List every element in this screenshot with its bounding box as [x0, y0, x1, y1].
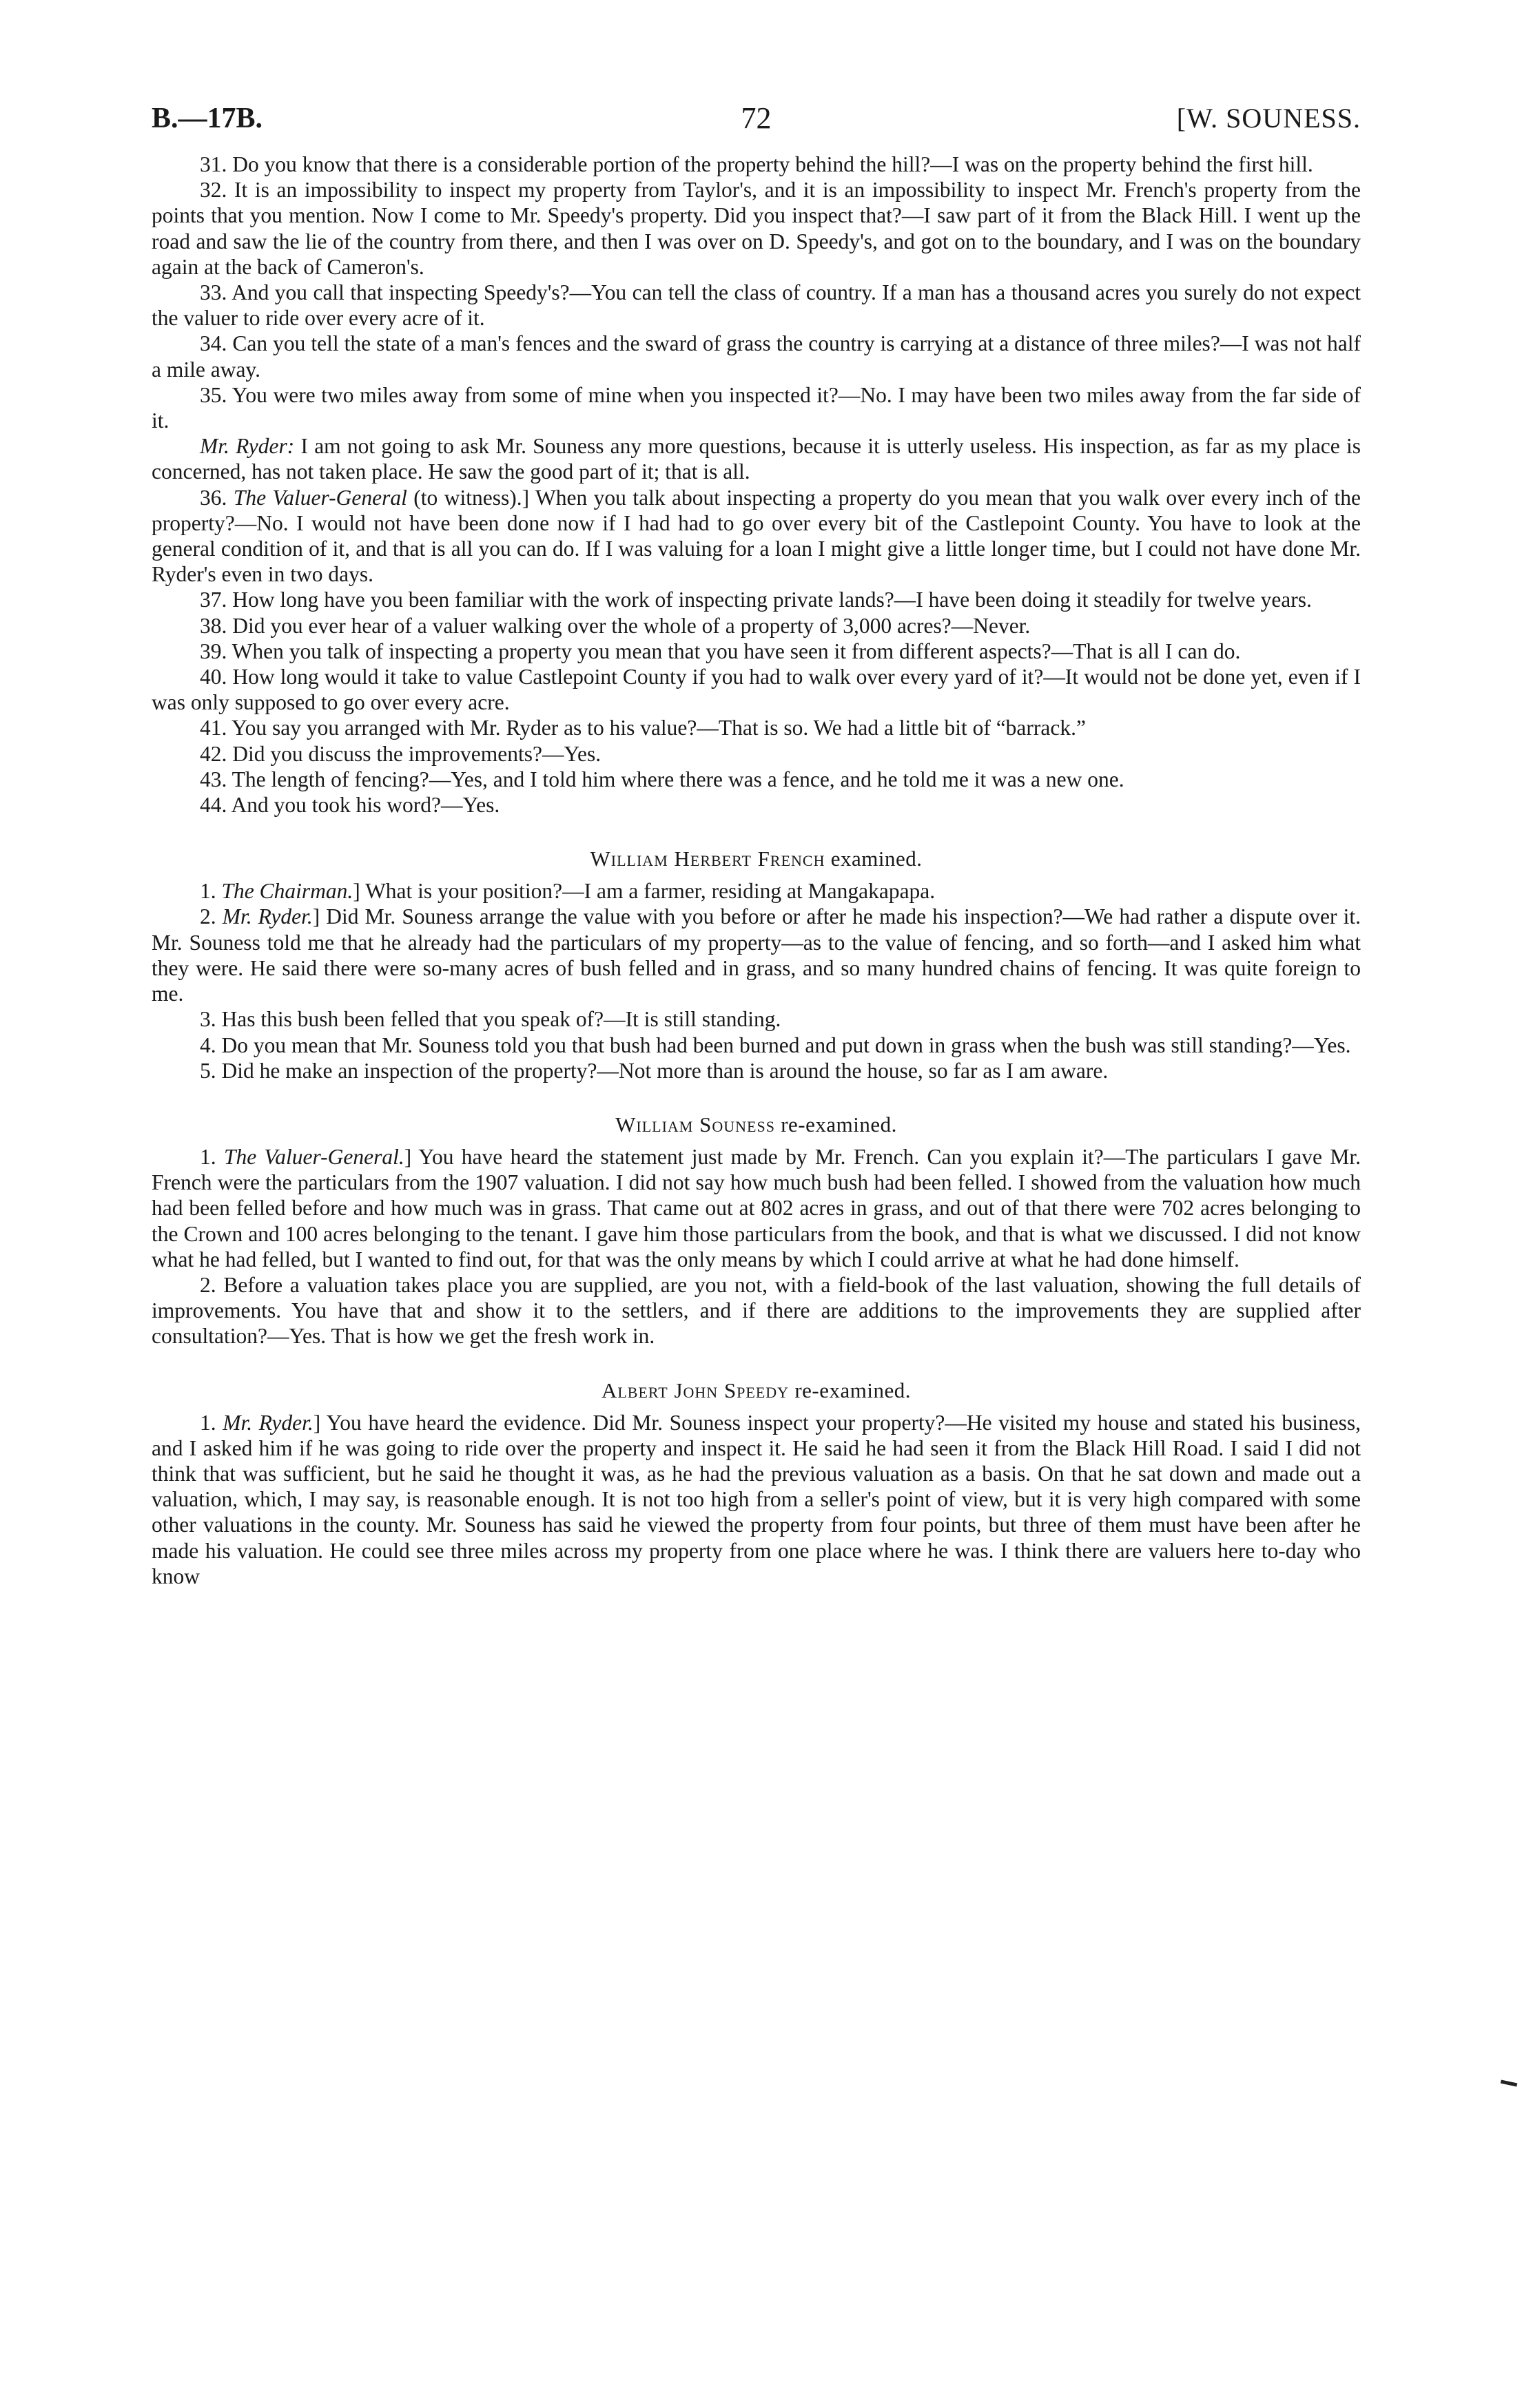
- evidence-paragraph: 42. Did you discuss the improvements?—Yes.: [200, 741, 601, 766]
- document-page: [152, 96, 1361, 1589]
- witness-name: William Herbert French: [590, 847, 825, 871]
- evidence-paragraph: 32. It is an impossibility to inspect my property from Taylor's, and it is an impossibility to inspect Mr. French's property from the points that you mention. Now I come to Mr. Speedy's property. Did you inspect that?—I saw part of it from the Black Hill. I went up the road and saw the lie of the country from there, and then I was over on D. Speedy's, and got on to the boundary, and I was on the boundary again at the back of Cameron's.: [152, 178, 1361, 279]
- report-reference: B.—17B.: [152, 103, 263, 134]
- evidence-paragraph: 3. Has this bush been felled that you speak of?—It is still standing.: [200, 1007, 781, 1032]
- evidence-paragraph: 1. The Valuer-General.] You have heard the statement just made by Mr. French. Can you explain it?—The particulars I gave Mr. French were the particulars from the 1907 valuation. I did not say how much bush had been felled. I showed from the valuation how much had been felled before and how much was in grass. That came out at 802 acres in grass, and out of that there were 702 acres belonging to the Crown and 100 acres belonging to the tenant. I gave him those particulars from the book, and that is what we discussed. I did not know what he had felled, but I wanted to find out, for that was the only means by which I could arrive at what he had done himself.: [152, 1144, 1361, 1272]
- evidence-paragraph: 39. When you talk of inspecting a property you mean that you have seen it from different aspects?—That is all I can do.: [200, 639, 1241, 663]
- witness-name: William Souness: [615, 1112, 775, 1136]
- evidence-paragraph: 31. Do you know that there is a considerable portion of the property behind the hill?—I was on the property behind the first hill.: [200, 152, 1313, 176]
- evidence-paragraph: 37. How long have you been familiar with the work of inspecting private lands?—I have been doing it steadily for twelve years.: [200, 588, 1312, 612]
- margin-mark: [1501, 2080, 1518, 2087]
- evidence-paragraph: 41. You say you arranged with Mr. Ryder as to his value?—That is so. We had a little bit of “barrack.”: [200, 716, 1086, 740]
- evidence-paragraph: 44. And you took his word?—Yes.: [200, 793, 500, 818]
- evidence-paragraph: 5. Did he make an inspection of the property?—Not more than is around the house, so far as I am aware.: [200, 1058, 1109, 1083]
- section-heading-souness: William Souness re-examined.: [615, 1112, 897, 1136]
- evidence-paragraph: 1. The Chairman.] What is your position?—I am a farmer, residing at Mangakapapa.: [200, 879, 936, 904]
- evidence-paragraph: 2. Before a valuation takes place you are supplied, are you not, with a field-book of the last valuation, showing the full details of improvements. You have that and show it to the settlers, and if there are additions to the improvements they are supplied after consultation?—Yes. That is how we get the fresh work in.: [152, 1272, 1361, 1349]
- evidence-paragraph: 36. The Valuer-General (to witness).] When you talk about inspecting a property do you mean that you walk over every inch of the property?—No. I would not have been done now if I had had to go over every bit of the Castlepoint County. You have to look at the general condition of it, and that is all you can do. If I was valuing for a loan I might give a little longer time, but I could not have done Mr. Ryder's even in two days.: [152, 485, 1361, 587]
- section-heading-speedy: Albert John Speedy re-examined.: [601, 1378, 911, 1402]
- evidence-paragraph: 38. Did you ever hear of a valuer walking over the whole of a property of 3,000 acres?—Never.: [200, 613, 1031, 638]
- evidence-paragraph: 33. And you call that inspecting Speedy's?—You can tell the class of country. If a man has a thousand acres you surely do not expect the valuer to ride over every acre of it.: [152, 280, 1361, 331]
- page-header: [152, 96, 1361, 152]
- french-examination: [152, 878, 1361, 1083]
- evidence-paragraph: 2. Mr. Ryder.] Did Mr. Souness arrange the value with you before or after he made his inspection?—We had rather a dispute over it. Mr. Souness told me that he already had the particulars of my property—as to the value of fencing, and so forth—and I asked him what they were. He said there were so-many acres of bush felled and in grass, and so many hundred chains of fencing. It was quite foreign to me.: [152, 904, 1361, 1006]
- evidence-paragraph: Mr. Ryder: I am not going to ask Mr. Souness any more questions, because it is utterly useless. His inspection, as far as my place is concerned, has not taken place. He saw the good part of it; that is all.: [152, 434, 1361, 484]
- page-number: 72: [741, 101, 772, 135]
- speedy-re-examination: [152, 1410, 1361, 1589]
- evidence-paragraph: 1. Mr. Ryder.] You have heard the evidence. Did Mr. Souness inspect your property?—He visited my house and stated his business, and I asked him if he was going to ride over the property and inspect it. He said he had seen it from the Black Hill Road. I said I did not think that was sufficient, but he said he thought it was, as he had the previous valuation as a basis. On that he sat down and made out a valuation, which, I may say, is reasonable enough. It is not too high from a seller's point of view, but it is very high compared with some other valuations in the county. Mr. Souness has said he viewed the property from four points, but three of them must have been after he made his valuation. He could see three miles across my property from one place where he was. I think there are valuers here to-day who know: [152, 1410, 1361, 1588]
- section-heading-french: William Herbert French examined.: [590, 847, 923, 871]
- souness-re-examination: [152, 1144, 1361, 1349]
- evidence-paragraph: 43. The length of fencing?—Yes, and I told him where there was a fence, and he told me it was a new one.: [200, 767, 1124, 791]
- evidence-paragraph: 40. How long would it take to value Castlepoint County if you had to walk over every yard of it?—It would not be done yet, even if I was only supposed to go over every acre.: [152, 665, 1361, 715]
- witness-name: Albert John Speedy: [601, 1378, 790, 1402]
- evidence-paragraph: 34. Can you tell the state of a man's fences and the sward of grass the country is carrying at a distance of three miles?—I was not half a mile away.: [152, 331, 1361, 382]
- evidence-paragraph: 35. You were two miles away from some of mine when you inspected it?—No. I may have been two miles away from the far side of it.: [152, 382, 1361, 433]
- witness-running-head: [W. SOUNESS.: [1176, 103, 1361, 134]
- souness-cross-examination: [152, 152, 1361, 818]
- evidence-paragraph: 4. Do you mean that Mr. Souness told you that bush had been burned and put down in grass when the bush was still standing?—Yes.: [200, 1032, 1351, 1057]
